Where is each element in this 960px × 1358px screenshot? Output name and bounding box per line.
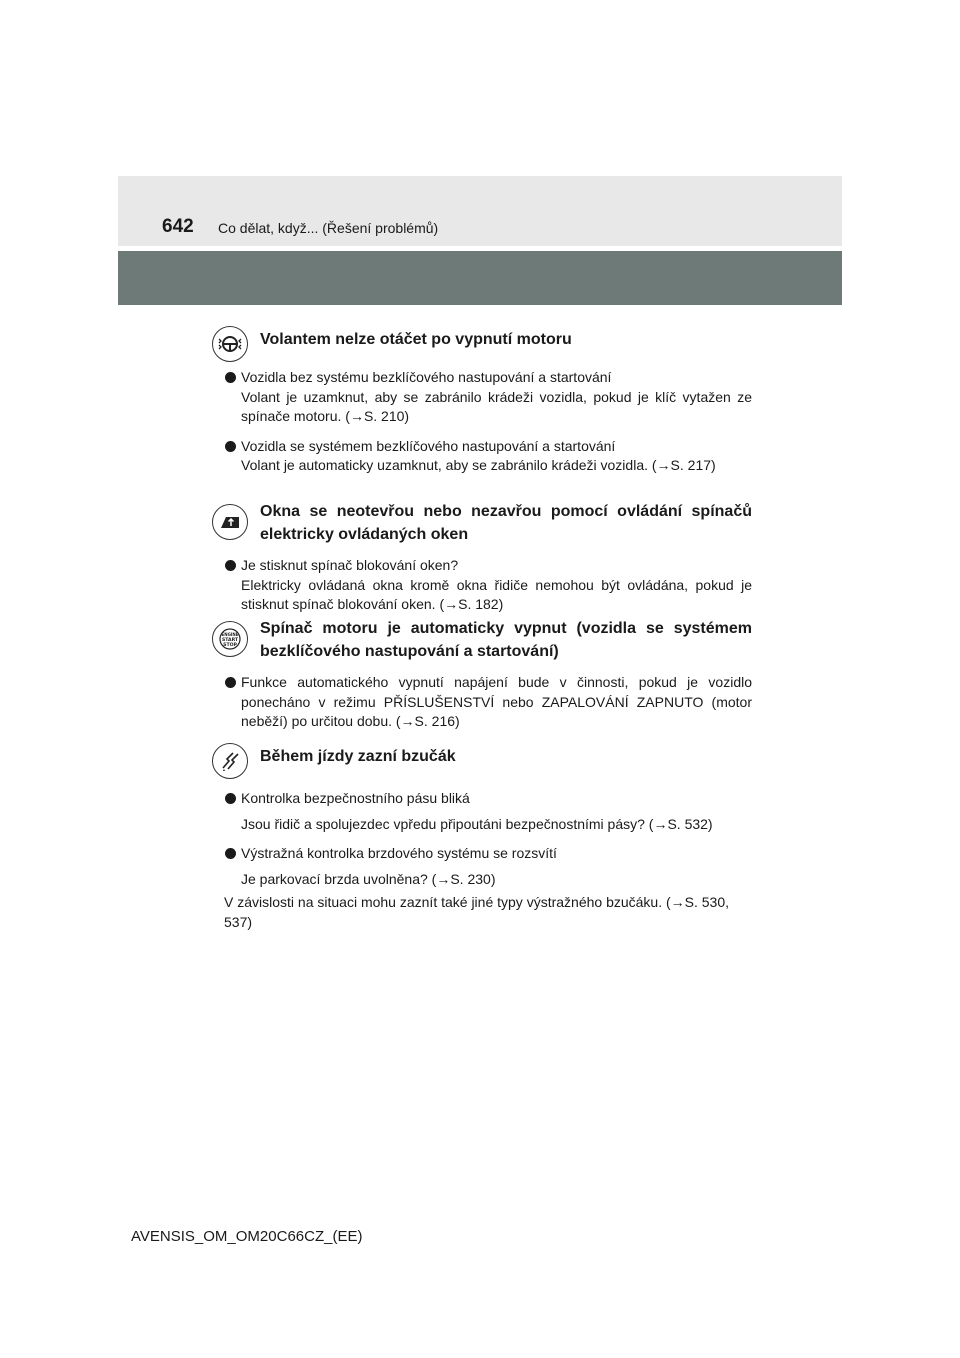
- icon-text-engine: ENGINE: [221, 632, 239, 637]
- item-condition: Vozidla bez systému bezklíčového nastupování a startování: [241, 369, 612, 385]
- header-bar: [118, 251, 842, 305]
- list-item: [212, 368, 752, 427]
- bullet-icon: [225, 441, 236, 452]
- item-condition: Vozidla se systémem bezklíčového nastupování a startování: [241, 437, 616, 454]
- section-heading: [212, 611, 752, 663]
- item-condition: Je stisknut spínač blokování oken?: [241, 557, 459, 573]
- section-heading: [212, 494, 752, 546]
- power-window-icon: [212, 504, 248, 540]
- item-explanation: Volant je automaticky uzamknut, aby se zabránilo krádeži vozidla. (→S. 217): [241, 457, 716, 473]
- section-title: Během jízdy zazní bzučák: [260, 748, 456, 765]
- item-explanation: Elektricky ovládaná okna kromě okna řidiče nemohou být ovládána, pokud je stisknut spínač blokování oken. (→S. 182): [241, 576, 752, 612]
- section-note: V závislosti na situaci mohu zaznít také jiné typy výstražného bzučáku. (→S. 530, 537): [224, 894, 730, 930]
- list-item: [212, 437, 752, 476]
- page-number: 642: [162, 216, 194, 237]
- item-explanation: Funkce automatického vypnutí napájení bude v činnosti, pokud je vozidlo ponecháno v režimu PŘÍSLUŠENSTVÍ nebo ZAPALOVÁNÍ ZAPNUTO (motor neběží) po určitou dobu. (→S. 216): [241, 674, 752, 729]
- steering-wheel-lock-icon: [212, 326, 248, 362]
- bullet-icon: [225, 372, 236, 383]
- section-steering-wheel: [212, 322, 752, 476]
- engine-start-stop-icon: [212, 621, 248, 657]
- bullet-icon: [225, 560, 236, 571]
- section-power-windows: [212, 494, 752, 615]
- list-item: [212, 673, 752, 732]
- item-condition: Výstražná kontrolka brzdového systému se rozsvítí: [241, 845, 557, 861]
- bullet-icon: [225, 677, 236, 688]
- list-item: [212, 556, 752, 615]
- section-title: Spínač motoru je automaticky vypnut (vozidla se systémem bezklíčového nastupování a startování): [260, 620, 752, 660]
- list-item: [212, 789, 752, 809]
- list-item: [212, 844, 752, 864]
- item-condition: Kontrolka bezpečnostního pásu bliká: [241, 790, 470, 806]
- chapter-title: Co dělat, když... (Řešení problémů): [218, 220, 439, 236]
- icon-text-start: START: [221, 638, 239, 643]
- section-engine-switch: [212, 611, 752, 732]
- section-heading: [212, 735, 752, 771]
- icon-text-stop: STOP: [223, 643, 237, 648]
- item-explanation: Je parkovací brzda uvolněna? (→S. 230): [241, 870, 496, 887]
- section-title: Volantem nelze otáčet po vypnutí motoru: [260, 331, 572, 348]
- section-heading: [212, 322, 752, 358]
- buzzer-icon: [212, 743, 248, 779]
- document-code: AVENSIS_OM_OM20C66CZ_(EE): [131, 1228, 363, 1245]
- item-explanation: Volant je uzamknut, aby se zabránilo krádeži vozidla, pokud je klíč vytažen ze spínače motoru. (→S. 210): [241, 388, 752, 424]
- bullet-icon: [225, 793, 236, 804]
- bullet-icon: [225, 848, 236, 859]
- section-title: Okna se neotevřou nebo nezavřou pomocí ovládání spínačů elektricky ovládaných oken: [260, 503, 752, 543]
- section-buzzer: [212, 735, 752, 932]
- item-explanation: Jsou řidič a spolujezdec vpředu připoutáni bezpečnostními pásy? (→S. 532): [241, 815, 713, 832]
